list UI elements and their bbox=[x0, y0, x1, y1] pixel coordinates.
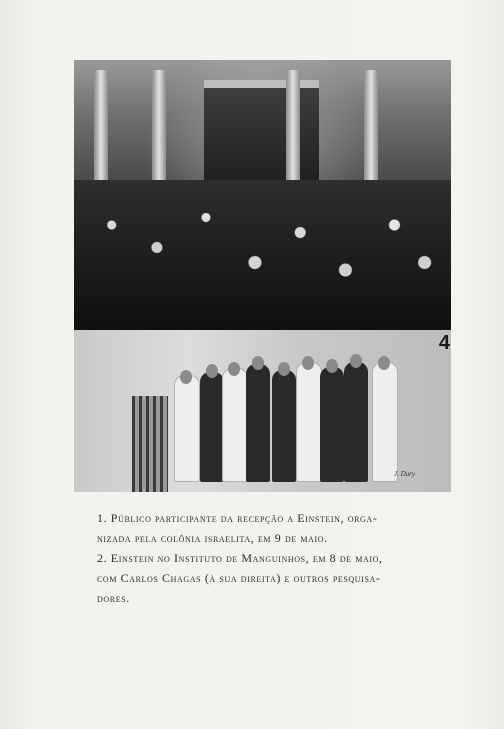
caption-line: nizada pela colônia israelita, em 9 de maio. bbox=[97, 531, 328, 545]
stair-railing bbox=[132, 396, 168, 492]
person-figure bbox=[222, 368, 248, 482]
column-decoration bbox=[286, 70, 300, 190]
doorway-decoration bbox=[204, 80, 319, 188]
person-head bbox=[228, 362, 240, 376]
person-figure bbox=[344, 362, 368, 482]
column-decoration bbox=[152, 70, 166, 190]
crowd-area bbox=[74, 180, 451, 330]
person-figure bbox=[320, 367, 344, 482]
caption-line: 1. Público participante da recepção a Einstein, orga- bbox=[97, 511, 378, 525]
person-head bbox=[252, 356, 264, 370]
person-head bbox=[326, 359, 338, 373]
person-figure bbox=[174, 375, 200, 482]
photo-caption bbox=[97, 508, 441, 608]
caption-line: com Carlos Chagas (à sua direita) e outros pesquisa- bbox=[97, 571, 381, 585]
person-figure bbox=[272, 370, 296, 482]
caption-line: dores. bbox=[97, 591, 130, 605]
person-head bbox=[302, 356, 314, 370]
caption-line: 2. Einstein no Instituto de Manguinhos, em 8 de maio, bbox=[97, 551, 383, 565]
person-head bbox=[278, 362, 290, 376]
person-figure bbox=[200, 372, 224, 482]
person-figure bbox=[372, 362, 398, 482]
person-figure bbox=[296, 362, 322, 482]
column-decoration bbox=[94, 70, 108, 190]
audience-photo bbox=[74, 60, 451, 330]
person-figure bbox=[246, 364, 270, 482]
person-head bbox=[350, 354, 362, 368]
column-decoration bbox=[364, 70, 378, 190]
photo-number: 4 bbox=[438, 332, 450, 354]
photographer-signature: J. Dury bbox=[394, 470, 415, 478]
person-head bbox=[378, 356, 390, 370]
person-head bbox=[206, 364, 218, 378]
person-head bbox=[180, 370, 192, 384]
group-photo bbox=[74, 330, 451, 492]
